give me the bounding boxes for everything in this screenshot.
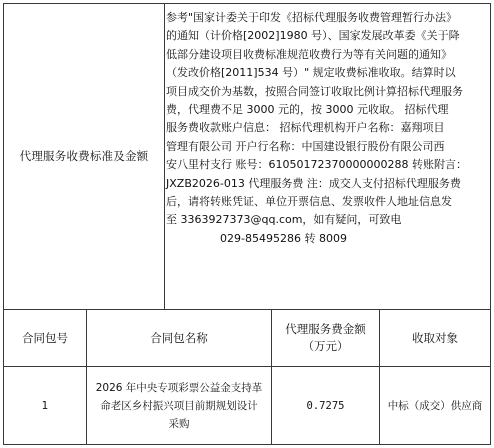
fee-standard-label: 代理服务收费标准及金额	[19, 149, 149, 163]
fee-text-line: 项目成交价为基数，按照合同签订收取比例计算招标代理服务	[166, 84, 463, 98]
package-name-line: 2026 年中央专项彩票公益金支持革	[95, 382, 263, 394]
fee-text-line: 费，代理费不足 3000 元的，按 3000 元收取。 招标代理	[166, 103, 449, 117]
fee-text-line: 参考"国家计委关于印发《招标代理服务收费管理暂行办法》	[166, 11, 458, 24]
fee-text-line: （发改价格[2011]534 号）" 规定收费标准收取。结算时以	[166, 66, 456, 80]
header-fee-amount-line: 代理服务费金额	[285, 322, 366, 336]
row-package-no: 1	[41, 400, 49, 412]
divider	[164, 3, 165, 310]
fee-text-line: 服务费收款账户信息： 招标代理机构开户名称：嘉翔项目	[166, 121, 445, 135]
fee-text-line: 低部分建设项目收费标准规范收费行为等有关问题的通知》	[166, 47, 452, 61]
row-payer: 中标（成交）供应商	[387, 400, 483, 412]
fee-text-line: 的通知（计价格[2002]1980 号）、国家发展改革委《关于降	[166, 29, 460, 43]
package-name-line: 采购	[168, 418, 190, 430]
fee-text-line: JXZB2026-013 代理服务费 注：成交人支付招标代理服务费	[166, 176, 461, 190]
header-fee-amount	[272, 310, 379, 366]
package-name-line: 命老区乡村振兴项目前期规划设计	[100, 400, 258, 412]
row-package-name	[87, 367, 271, 445]
fee-text-line: 安八里村支行 账号：61050172370000000288 转账附言：	[166, 158, 467, 172]
header-fee-amount-unit: （万元）	[302, 339, 349, 353]
fee-text-line: 后，请将转账凭证、单位开票信息、发票收件人地址信息发	[166, 195, 452, 209]
fee-text-line: 029-85495286 转 8009	[220, 231, 347, 245]
fee-text-line: 管理有限公司 开户行名称：中国建设银行股份有限公司西	[166, 139, 445, 153]
row-fee-amount: 0.7275	[306, 400, 345, 412]
header-package-no: 合同包号	[22, 330, 68, 345]
header-package-name: 合同包名称	[150, 330, 208, 345]
fee-text-line: 至 3363927373@qq.com，如有疑问，可致电	[166, 213, 402, 227]
fee-standard-text	[166, 9, 484, 248]
header-payer: 收取对象	[412, 330, 458, 345]
